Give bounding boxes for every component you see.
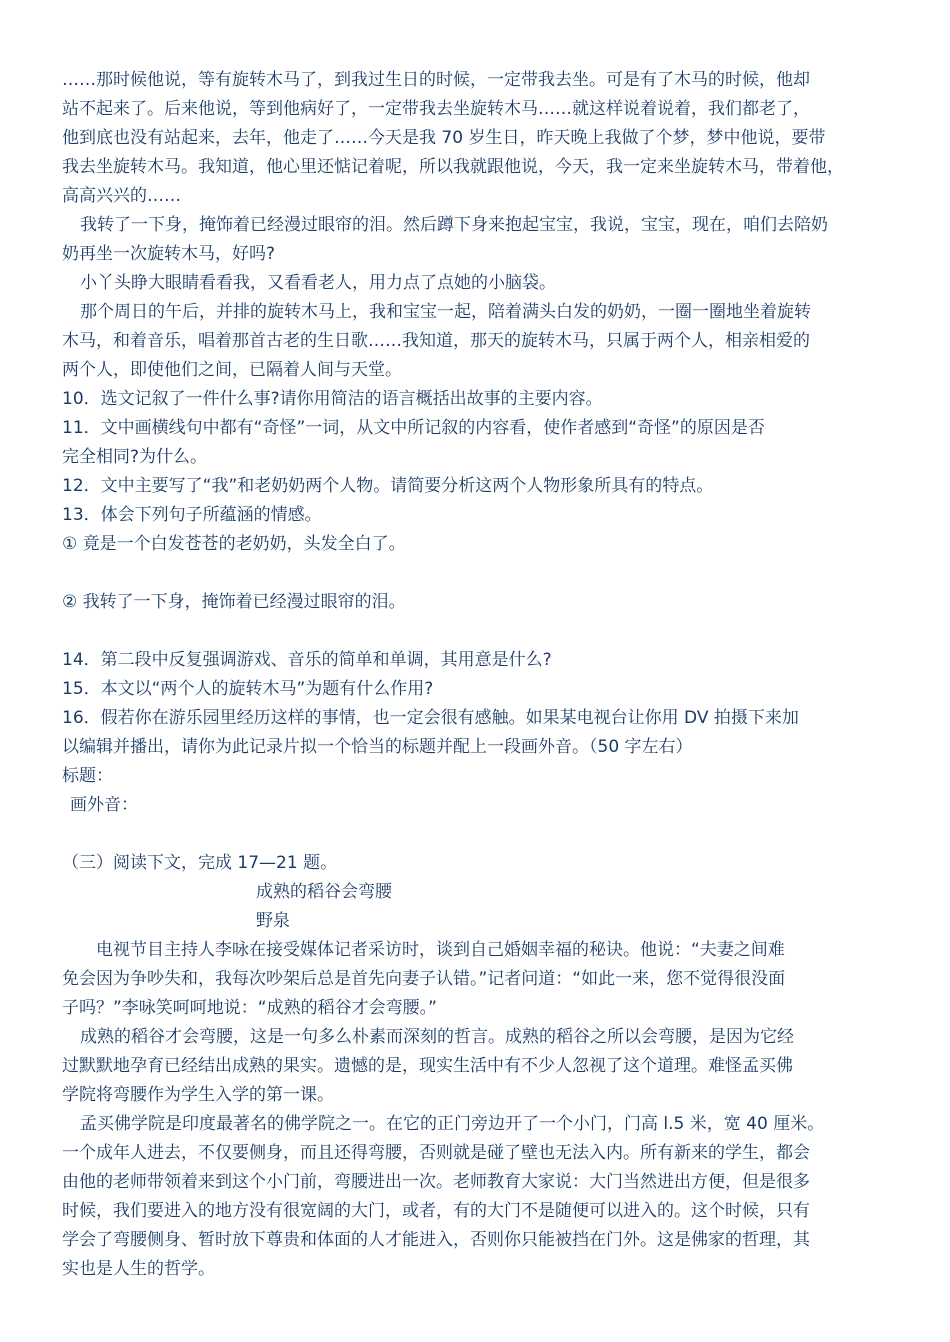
passage-line: 两个人，即使他们之间，已隔着人间与天堂。 [62, 360, 402, 380]
article-line: 一个成年人进去，不仅要侧身，而且还得弯腰，否则就是碰了壁也无法入内。所有新来的学生，都会 [62, 1143, 810, 1163]
article-author: 野泉 [256, 911, 290, 931]
article-line: 孟买佛学院是印度最著名的佛学院之一。在它的正门旁边开了一个小门，门高 l.5 米，宽 40 厘米。 [80, 1114, 825, 1134]
document-page [62, 66, 892, 1284]
passage-line: 小丫头睁大眼睛看看我，又看看老人，用力点了点她的小脑袋。 [80, 273, 556, 293]
article-line: 免会因为争吵失和，我每次吵架后总是首先向妻子认错。”记者问道：“如此一来，您不觉得很没面 [62, 969, 786, 989]
question-15: 15．本文以“两个人的旋转木马”为题有什么作用? [62, 679, 434, 699]
question-10: 10．选文记叙了一件什么事?请你用简洁的语言概括出故事的主要内容。 [62, 389, 603, 409]
answer-space [62, 820, 892, 849]
passage-line: ……那时候他说，等有旋转木马了，到我过生日的时候，一定带我去坐。可是有了木马的时候，他却 [62, 70, 810, 90]
passage-line: 奶再坐一次旋转木马，好吗? [62, 244, 276, 264]
passage-line: 木马，和着音乐，唱着那首古老的生日歌……我知道，那天的旋转木马，只属于两个人，相亲相爱的 [62, 331, 810, 351]
question-11-cont: 完全相同?为什么。 [62, 447, 208, 467]
title-label: 标题： [62, 766, 113, 786]
passage-line: 高高兴兴的…… [62, 186, 181, 206]
article-line: 子吗？”李咏笑呵呵地说：“成熟的稻谷才会弯腰。” [62, 998, 437, 1018]
question-13: 13．体会下列句子所蕴涵的情感。 [62, 505, 322, 525]
article-line: 由他的老师带领着来到这个小门前，弯腰进出一次。老师教育大家说：大门当然进出方便，但是很多 [62, 1172, 810, 1192]
article-line: 成熟的稻谷才会弯腰，这是一句多么朴素而深刻的哲言。成熟的稻谷之所以会弯腰，是因为它经 [80, 1027, 794, 1047]
passage-line: 那个周日的午后，并排的旋转木马上，我和宝宝一起，陪着满头白发的奶奶，一圈一圈地坐着旋转 [80, 302, 811, 322]
article-line: 电视节目主持人李咏在接受媒体记者采访时，谈到自己婚姻幸福的秘诀。他说：“夫妻之间难 [96, 940, 785, 960]
passage-line: 我去坐旋转木马。我知道，他心里还惦记着呢，所以我就跟他说，今天，我一定来坐旋转木马，带着他， [62, 157, 844, 177]
answer-space [62, 617, 892, 646]
question-11: 11．文中画横线句中都有“奇怪”一词，从文中所记叙的内容看，使作者感到“奇怪”的原因是否 [62, 418, 765, 438]
article-line: 实也是人生的哲学。 [62, 1259, 215, 1279]
question-16-cont: 以编辑并播出，请你为此记录片拟一个恰当的标题并配上一段画外音。（50 字左右） [62, 737, 693, 757]
question-13-item-2: ② 我转了一下身，掩饰着已经漫过眼帘的泪。 [62, 592, 406, 612]
section-heading: （三）阅读下文，完成 17—21 题。 [62, 853, 338, 873]
question-12: 12．文中主要写了“我”和老奶奶两个人物。请简要分析这两个人物形象所具有的特点。 [62, 476, 714, 496]
article-line: 过默默地孕育已经结出成熟的果实。遗憾的是，现实生活中有不少人忽视了这个道理。难怪孟买佛 [62, 1056, 793, 1076]
question-14: 14．第二段中反复强调游戏、音乐的简单和单调，其用意是什么? [62, 650, 552, 670]
article-title: 成熟的稻谷会弯腰 [256, 882, 392, 902]
question-16: 16．假若你在游乐园里经历这样的事情，也一定会很有感触。如果某电视台让你用 DV 拍摄下来加 [62, 708, 799, 728]
article-line: 学会了弯腰侧身、暂时放下尊贵和体面的人才能进入，否则你只能被挡在门外。这是佛家的哲理，其 [62, 1230, 810, 1250]
passage-line: 他到底也没有站起来，去年，他走了……今天是我 70 岁生日，昨天晚上我做了个梦，梦中他说，要带 [62, 128, 826, 148]
voiceover-label: 画外音： [70, 795, 138, 815]
passage-line: 站不起来了。后来他说，等到他病好了，一定带我去坐旋转木马……就这样说着说着，我们都老了， [62, 99, 810, 119]
article-line: 学院将弯腰作为学生入学的第一课。 [62, 1085, 334, 1105]
article-line: 时候，我们要进入的地方没有很宽阔的大门，或者，有的大门不是随便可以进入的。这个时候，只有 [62, 1201, 810, 1221]
question-13-item-1: ① 竟是一个白发苍苍的老奶奶，头发全白了。 [62, 534, 406, 554]
answer-space [62, 559, 892, 588]
passage-line: 我转了一下身，掩饰着已经漫过眼帘的泪。然后蹲下身来抱起宝宝，我说，宝宝，现在，咱们去陪奶 [80, 215, 828, 235]
